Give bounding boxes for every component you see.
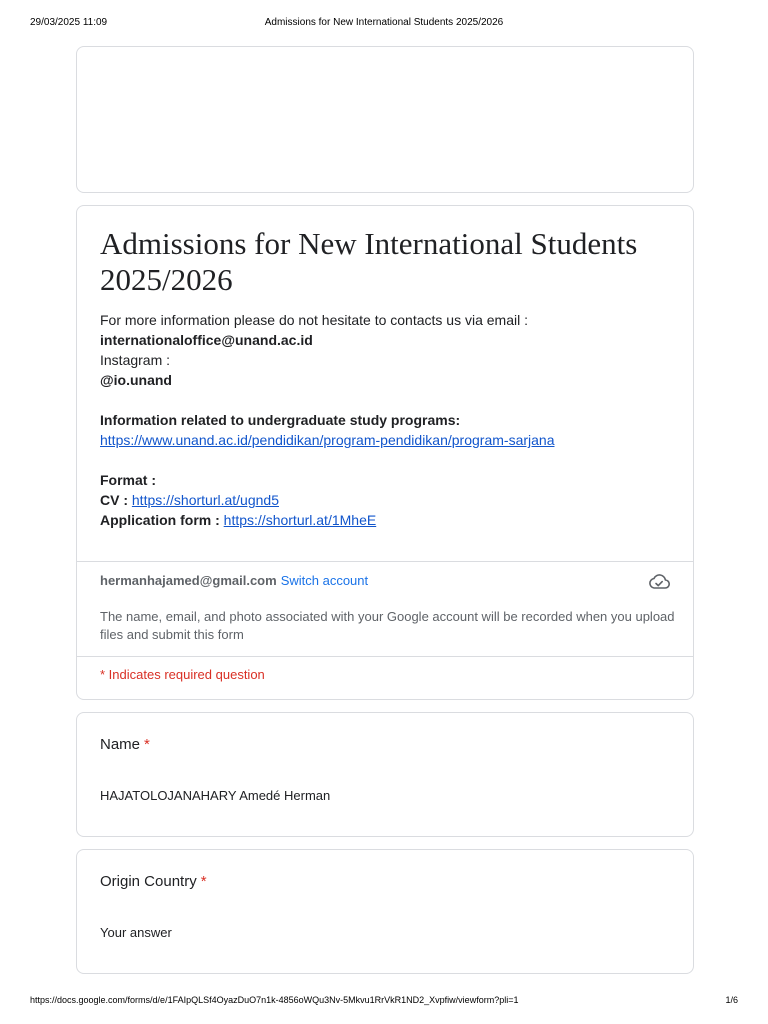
format-label: Format :: [100, 472, 156, 488]
cv-label: CV :: [100, 492, 128, 508]
programs-link[interactable]: https://www.unand.ac.id/pendidikan/program-pendidikan/program-sarjana: [100, 432, 555, 448]
cloud-check-icon: [648, 573, 670, 591]
form-description: [100, 310, 670, 530]
form-title: Admissions for New International Students 2025/2026: [100, 226, 638, 297]
name-answer-field[interactable]: HAJATOLOJANAHARY Amedé Herman: [100, 788, 331, 803]
print-page-number: 1/6: [725, 995, 738, 1005]
question-label: [100, 872, 207, 892]
question-card-origin-country: [76, 849, 694, 974]
required-asterisk: *: [200, 873, 207, 890]
origin-country-answer-field[interactable]: Your answer: [100, 925, 172, 940]
instagram-label: Instagram :: [100, 352, 171, 368]
application-label: Application form :: [100, 512, 220, 528]
question-card-name: [76, 712, 694, 837]
programs-label: Information related to undergraduate study programs:: [100, 412, 461, 428]
cv-link[interactable]: https://shorturl.at/ugnd5: [131, 492, 279, 508]
contact-intro: For more information please do not hesitate to contacts us via email :: [100, 312, 528, 328]
divider: [77, 561, 693, 562]
print-title: Admissions for New International Students 2025/2026: [264, 17, 504, 28]
instagram-handle: @io.unand: [100, 372, 172, 388]
question-label: [100, 735, 150, 755]
form-banner: [76, 46, 694, 193]
question-title: Name: [100, 736, 141, 753]
question-title: Origin Country: [100, 873, 197, 890]
account-email: hermanhajamed@gmail.com: [100, 573, 277, 588]
required-note: * Indicates required question: [100, 667, 265, 682]
print-header: [30, 17, 738, 31]
required-asterisk: *: [144, 736, 150, 753]
privacy-note: The name, email, and photo associated with your Google account will be recorded when you upload files and submit this form: [100, 609, 675, 642]
account-row: [100, 572, 368, 590]
divider: [77, 656, 693, 657]
application-link[interactable]: https://shorturl.at/1MheE: [223, 512, 377, 528]
print-footer: [30, 995, 738, 1009]
switch-account-link[interactable]: Switch account: [280, 573, 369, 588]
form-header-card: [76, 205, 694, 700]
contact-email: internationaloffice@unand.ac.id: [100, 332, 313, 348]
print-date: 29/03/2025 11:09: [30, 17, 108, 28]
print-url: https://docs.google.com/forms/d/e/1FAIpQLSf4OyazDuO7n1k-4856oWQu3Nv-5Mkvu1RrVkR1ND2_Xvpfiw/viewform?pli=1: [30, 995, 519, 1005]
